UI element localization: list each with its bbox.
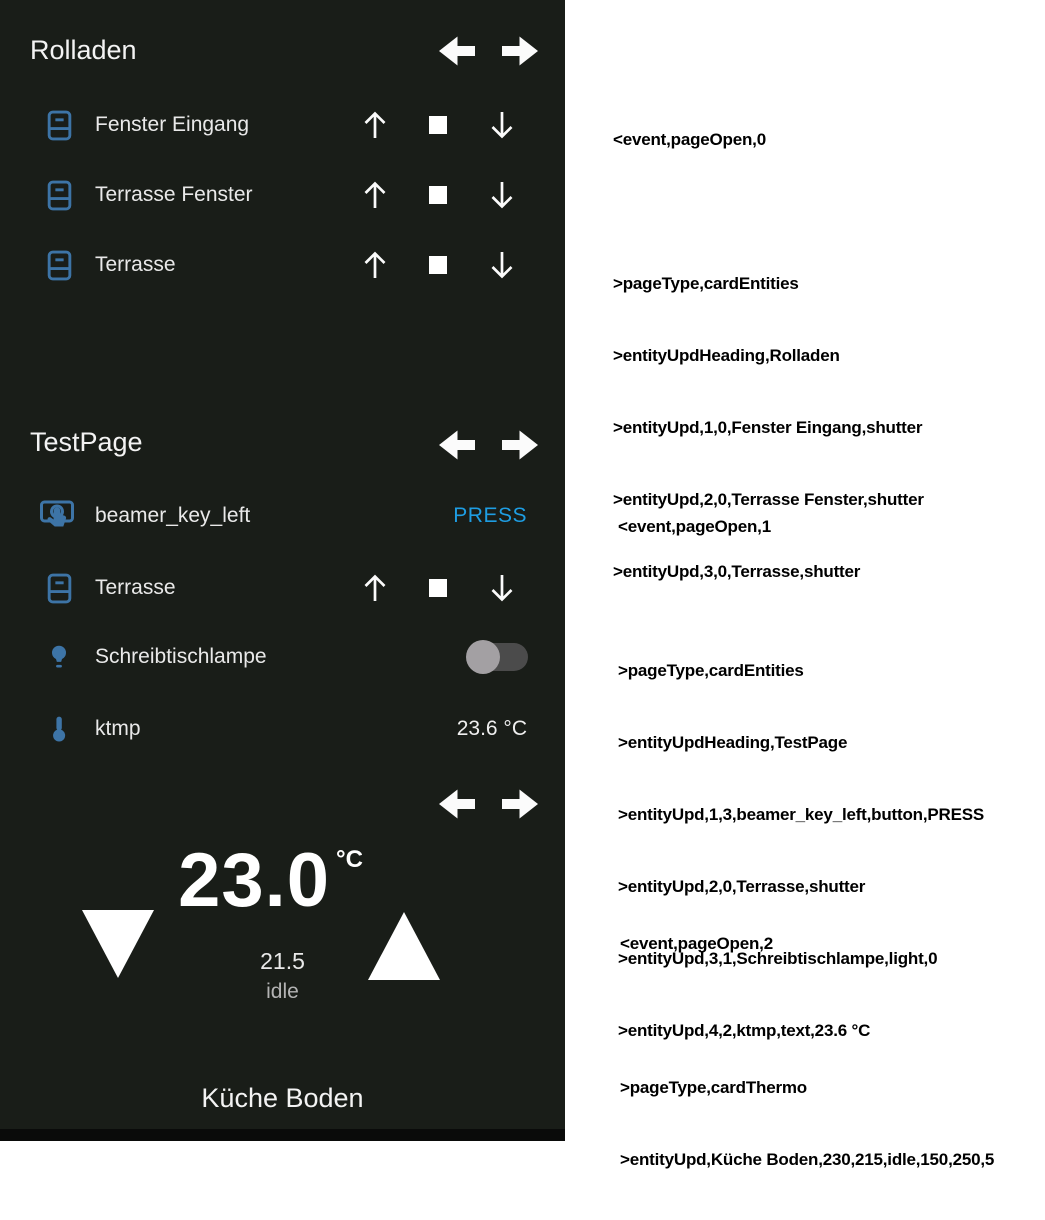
arrow-up-icon	[360, 179, 390, 211]
arrow-down-icon	[487, 572, 517, 604]
log-line: >entityUpd,3,1,Schreibtischlampe,light,0	[618, 949, 938, 968]
shutter-up-button[interactable]	[360, 249, 390, 281]
arrow-up-icon	[360, 572, 390, 604]
log-line: >pageType,cardThermo	[620, 1078, 807, 1097]
card-rolladen-heading: Rolladen	[30, 35, 137, 65]
log-line: >pageType,cardEntities	[613, 274, 799, 293]
log-line: >entityUpd,2,0,Terrasse,shutter	[618, 877, 866, 896]
log-line: >entityUpd,2,0,Terrasse Fenster,shutter	[613, 490, 924, 509]
shutter-down-button[interactable]	[487, 179, 517, 211]
log-event-line: <event,pageOpen,2	[620, 934, 773, 953]
press-button[interactable]: PRESS	[453, 504, 527, 527]
arrow-right-bold-icon	[500, 33, 540, 69]
log-line: >entityUpdHeading,TestPage	[618, 733, 848, 752]
window-shutter-icon	[38, 565, 80, 611]
arrow-right-bold-icon	[500, 786, 540, 822]
entity-row-fenster-eingang	[0, 90, 565, 160]
shutter-stop-button[interactable]	[429, 579, 447, 597]
entity-row-terrasse	[0, 230, 565, 300]
shutter-up-button[interactable]	[360, 572, 390, 604]
arrow-down-icon	[487, 249, 517, 281]
light-toggle-switch[interactable]	[468, 643, 528, 671]
shutter-up-button[interactable]	[360, 179, 390, 211]
thermostat-name: Küche Boden	[201, 1083, 364, 1113]
log-line: >pageType,cardEntities	[618, 661, 804, 680]
entity-label: ktmp	[95, 717, 141, 740]
log-line: >entityUpd,4,2,ktmp,text,23.6 °C	[618, 1021, 871, 1040]
entity-row-schreibtischlampe	[0, 622, 565, 692]
window-shutter-icon	[38, 102, 80, 148]
log-line: >entityUpd,Küche Boden,230,215,idle,150,250,5	[620, 1150, 995, 1169]
current-temperature	[0, 838, 553, 923]
arrow-left-bold-icon	[437, 33, 477, 69]
toggle-knob	[466, 640, 500, 674]
target-temperature-value: 21.5	[260, 948, 305, 974]
entity-label: Terrasse Fenster	[95, 183, 253, 206]
nav-prev-button[interactable]	[437, 427, 477, 463]
arrow-up-icon	[360, 249, 390, 281]
log-line: >entityUpd,3,0,Terrasse,shutter	[613, 562, 861, 581]
entity-row-terrasse	[0, 553, 565, 623]
shutter-stop-button[interactable]	[429, 116, 447, 134]
log-event-line: <event,pageOpen,0	[613, 130, 766, 149]
nav-next-button[interactable]	[500, 786, 540, 822]
entity-label: beamer_key_left	[95, 504, 251, 527]
entity-row-ktmp	[0, 694, 565, 764]
log-line: >entityUpdHeading,Rolladen	[613, 346, 840, 365]
shutter-down-button[interactable]	[487, 109, 517, 141]
log-line: >entityUpd,1,3,beamer_key_left,button,PRESS	[618, 805, 984, 824]
entity-row-terrasse-fenster	[0, 160, 565, 230]
log-gap	[620, 1004, 994, 1028]
nav-next-button[interactable]	[500, 427, 540, 463]
card-testpage-heading: TestPage	[30, 427, 143, 457]
nav-prev-button[interactable]	[437, 33, 477, 69]
temperature-unit: °C	[335, 846, 363, 873]
entity-row-beamer-key-left	[0, 481, 565, 551]
thermostat-state: idle	[266, 980, 299, 1003]
arrow-up-icon	[360, 109, 390, 141]
lightbulb-icon	[38, 634, 80, 680]
entity-label: Schreibtischlampe	[95, 645, 267, 668]
panel-bottom-strip	[0, 1129, 565, 1141]
nav-prev-button[interactable]	[437, 786, 477, 822]
entity-label: Terrasse	[95, 253, 176, 276]
thermometer-icon	[38, 706, 80, 752]
shutter-up-button[interactable]	[360, 109, 390, 141]
log-line: >entityUpd,1,0,Fenster Eingang,shutter	[613, 418, 923, 437]
entity-label: Terrasse	[95, 576, 176, 599]
shutter-stop-button[interactable]	[429, 256, 447, 274]
arrow-down-icon	[487, 179, 517, 211]
log-gap	[618, 587, 984, 611]
arrow-down-icon	[487, 109, 517, 141]
gesture-tap-button-icon	[38, 493, 80, 539]
arrow-left-bold-icon	[437, 427, 477, 463]
entity-label: Fenster Eingang	[95, 113, 250, 136]
current-temperature-value: 23.0	[178, 838, 330, 923]
arrow-left-bold-icon	[437, 786, 477, 822]
arrow-right-bold-icon	[500, 427, 540, 463]
temperature-value: 23.6 °C	[456, 717, 527, 740]
window-shutter-icon	[38, 172, 80, 218]
log-block-page2	[620, 884, 994, 1220]
nav-next-button[interactable]	[500, 33, 540, 69]
log-gap	[613, 200, 924, 224]
window-shutter-icon	[38, 242, 80, 288]
shutter-stop-button[interactable]	[429, 186, 447, 204]
shutter-down-button[interactable]	[487, 572, 517, 604]
log-event-line: <event,pageOpen,1	[618, 517, 771, 536]
shutter-down-button[interactable]	[487, 249, 517, 281]
